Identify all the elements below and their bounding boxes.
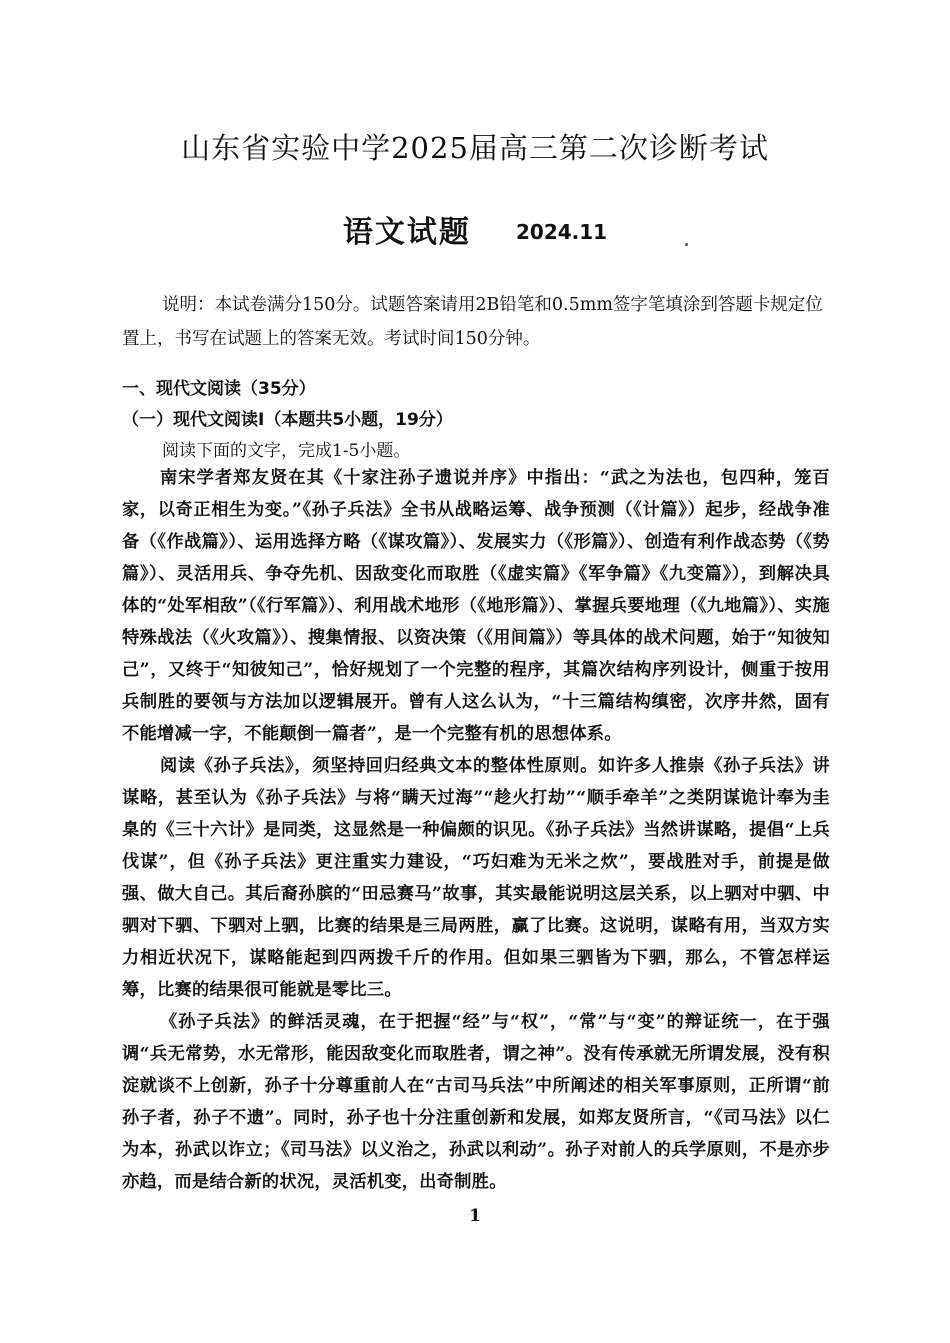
passage-paragraph-3: 《孙子兵法》的鲜活灵魂，在于把握“经”与“权”，“常”与“变”的辩证统一，在于强调“兵无常势，水无常形，能因敌变化而取胜者，谓之神”。没有传承就无所谓发展，没有积淀就谈不上创新，孙子十分尊重前人在“古司马兵法”中所阐述的相关军事原则，正所谓“前孙子者，孙子不遗”。同时，孙子也十分注重创新和发展，如郑友贤所言，“《司马法》以仁为本，孙武以诈立；《司马法》以义治之，孙武以利动”。孙子对前人的兵学原则，不是亦步亦趋，而是结合新的状况，灵活机变，出奇制胜。 [122,1012,830,1192]
passage-paragraph-2: 阅读《孙子兵法》，须坚持回归经典文本的整体性原则。如许多人推崇《孙子兵法》讲谋略，甚至认为《孙子兵法》与将“瞒天过海”“趁火打劫”“顺手牵羊”之类阴谋诡计奉为圭臬的《三十六计》是同类，这显然是一种偏颇的识见。《孙子兵法》当然讲谋略，提倡“上兵伐谋”，但《孙子兵法》更注重实力建设，“巧妇难为无米之炊”，要战胜对手，前提是做强、做大自己。其后裔孙膑的“田忌赛马”故事，其实最能说明这层关系，以上驷对中驷、中驷对下驷、下驷对上驷，比赛的结果是三局两胜，赢了比赛。这说明，谋略有用，当双方实力相近状况下，谋略能起到四两拨千斤的作用。但如果三驷皆为下驷，那么，不管怎样运筹，比赛的结果很可能就是零比三。 [122,756,830,1000]
exam-date: 2024.11 [516,220,608,244]
exam-instructions: 说明：本试卷满分150分。试题答案请用2B铅笔和0.5mm签字笔填涂到答题卡规定位置上，书写在试题上的答案无效。考试时间150分钟。 [122,295,823,349]
page-number: 1 [469,1206,481,1226]
reading-instruction: 阅读下面的文字，完成1-5小题。 [162,441,411,461]
subject-title: 语文试题 [342,215,471,250]
section-heading: 一、现代文阅读（35分） [122,379,316,399]
passage-paragraph-1: 南宋学者郑友贤在其《十家注孙子遗说并序》中指出：“武之为法也，包四种，笼百家，以奇正相生为变。”《孙子兵法》全书从战略运筹、战争预测（《计篇》）起步，经战争准备（《作战篇》）、运用选择方略（《谋攻篇》）、发展实力（《形篇》）、创造有利作战态势（《势篇》）、灵活用兵、争夺先机、因敌变化而取胜（《虚实篇》《军争篇》《九变篇》），到解决具体的“处军相敌”（《行军篇》）、利用战术地形（《地形篇》）、掌握兵要地理（《九地篇》）、实施特殊战法（《火攻篇》）、搜集情报、以资决策（《用间篇》）等具体的战术问题，始于“知彼知己”，又终于“知彼知己”，恰好规划了一个完整的程序，其篇次结构序列设计，侧重于按用兵制胜的要领与方法加以逻辑展开。曾有人这么认为，“十三篇结构缜密，次序井然，固有不能增减一字，不能颠倒一篇者”，是一个完整有机的思想体系。 [122,468,830,744]
speck-mark [685,243,688,246]
subject-line [0,207,950,251]
exam-title: 山东省实验中学2025届高三第二次诊断考试 [181,131,769,165]
reading-passage [122,462,830,1198]
subsection-heading: （一）现代文阅读Ⅰ（本题共5小题，19分） [122,410,453,430]
